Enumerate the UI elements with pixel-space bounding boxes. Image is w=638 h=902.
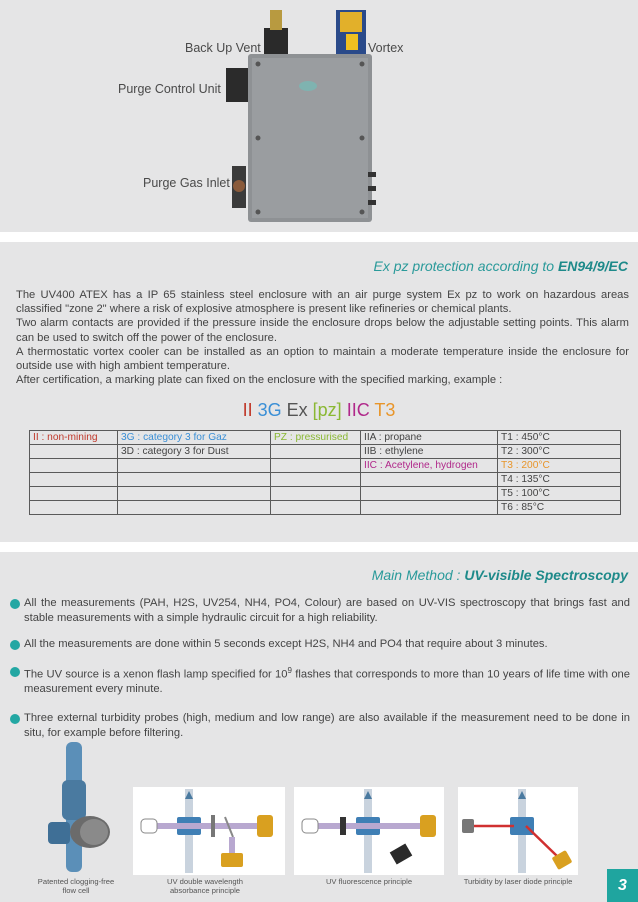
expz-paragraph: A thermostatic vortex cooler can be installed as an option to maintain a moderate temperature inside the enclosure for outside use with high ambient temperature. <box>16 345 629 373</box>
table-row <box>30 445 621 459</box>
absorbance-caption: UV double wavelength absorbance principle <box>167 877 243 895</box>
table-cell <box>271 501 361 515</box>
table-cell: T3 : 200°C <box>498 459 621 473</box>
table-cell: IIC : Acetylene, hydrogen <box>361 459 498 473</box>
expz-paragraph: After certification, a marking plate can fixed on the enclosure with the specified marking, example : <box>16 374 503 387</box>
table-cell <box>361 501 498 515</box>
method-section-title <box>372 567 628 583</box>
table-cell <box>118 487 271 501</box>
table-cell: PZ : pressurised <box>271 431 361 445</box>
flow-cell-caption: Patented clogging-free flow cell <box>37 877 115 895</box>
table-row <box>30 473 621 487</box>
bullet-text: All the measurements are done within 5 seconds except H2S, NH4 and PO4 that require about 3 minutes. <box>24 638 548 650</box>
table-cell: IIA : propane <box>361 431 498 445</box>
absorbance-diagram-illustration <box>133 787 285 875</box>
expz-paragraph: The UV400 ATEX has a IP 65 stainless steel enclosure with an air purge system Ex pz to work on hazardous areas classified "zone 2" where a risk of explosive atmosphere is present like refineries or chemical plants. <box>16 289 629 316</box>
table-cell <box>361 473 498 487</box>
table-row <box>30 487 621 501</box>
expz-section-title <box>374 258 628 274</box>
atex-marking <box>0 400 638 421</box>
table-cell <box>118 501 271 515</box>
bullet-exponent: 9 <box>287 666 292 675</box>
turbidity-principle-diagram <box>458 787 578 875</box>
expz-description <box>16 288 629 387</box>
purge-control-unit-label: Purge Control Unit <box>118 82 221 96</box>
table-cell <box>118 473 271 487</box>
list-item <box>10 596 630 625</box>
bullet-text-part: The UV source is a xenon flash lamp specified for 10 <box>24 668 288 681</box>
table-cell <box>30 459 118 473</box>
fluorescence-diagram-illustration <box>294 787 444 875</box>
table-cell: 3D : category 3 for Dust <box>118 445 271 459</box>
turbidity-diagram-illustration <box>458 787 578 875</box>
method-title-name: UV-visible Spectroscopy <box>464 567 628 583</box>
table-cell <box>30 445 118 459</box>
table-cell: T1 : 450°C <box>498 431 621 445</box>
table-cell: II : non-mining <box>30 431 118 445</box>
absorbance-principle-diagram <box>133 787 285 875</box>
marking-group: II <box>242 400 253 420</box>
bullet-text: All the measurements (PAH, H2S, UV254, NH4, PO4, Colour) are based on UV-VIS spectroscopy that brings fast and stable measurements with a simple hydraulic circuit for a high reliability. <box>24 597 630 624</box>
bullet-icon <box>10 640 20 650</box>
expz-title-standard: EN94/9/EC <box>557 258 628 274</box>
table-row <box>30 501 621 515</box>
table-cell: T4 : 135°C <box>498 473 621 487</box>
bullet-icon <box>10 714 20 724</box>
table-cell: T5 : 100°C <box>498 487 621 501</box>
table-cell: 3G : category 3 for Gaz <box>118 431 271 445</box>
section-divider <box>0 542 638 552</box>
bullet-icon <box>10 599 20 609</box>
product-photo-area <box>0 0 638 232</box>
list-item <box>10 711 630 740</box>
table-cell <box>118 459 271 473</box>
table-row <box>30 459 621 473</box>
vortex-label: Vortex <box>368 41 404 55</box>
marking-protection: [pz] <box>312 400 342 420</box>
table-cell <box>30 473 118 487</box>
table-cell <box>30 487 118 501</box>
table-cell: IIB : ethylene <box>361 445 498 459</box>
page-number: 3 <box>607 869 638 902</box>
analyzer-enclosure-illustration <box>0 0 638 232</box>
turbidity-caption: Turbidity by laser diode principle <box>463 877 573 886</box>
table-cell <box>361 487 498 501</box>
table-cell: T6 : 85°C <box>498 501 621 515</box>
marking-gas-group: IIC <box>346 400 370 420</box>
method-title-prefix: Main Method : <box>371 567 465 583</box>
bullet-text <box>24 664 630 697</box>
marking-temperature-class: T3 <box>374 400 396 420</box>
table-cell <box>271 459 361 473</box>
table-cell <box>271 487 361 501</box>
fluorescence-principle-diagram <box>294 787 444 875</box>
purge-gas-inlet-label: Purge Gas Inlet <box>143 176 230 190</box>
bullet-text: Three external turbidity probes (high, medium and low range) are also available if the measurement need to be done in situ, for example before filtering. <box>24 712 630 739</box>
list-item <box>10 664 630 697</box>
bullet-icon <box>10 667 20 677</box>
fluorescence-caption: UV fluorescence principle <box>325 877 413 886</box>
marking-category: 3G <box>257 400 282 420</box>
table-row <box>30 431 621 445</box>
expz-title-prefix: Ex pz protection according to <box>373 258 558 274</box>
list-item <box>10 637 630 652</box>
section-divider <box>0 232 638 242</box>
table-cell: T2 : 300°C <box>498 445 621 459</box>
bullet-text-part: flashes that corresponds to more than 10 years of life time with one measurement every minute. <box>24 668 630 696</box>
atex-marking-table <box>29 430 621 515</box>
expz-paragraph: Two alarm contacts are provided if the pressure inside the enclosure drops below the adjustable setting points. This alarm can be used to switch off the power of the enclosure. <box>16 317 629 344</box>
flow-cell-photo <box>38 740 118 875</box>
table-cell <box>271 445 361 459</box>
table-cell <box>30 501 118 515</box>
back-up-vent-label: Back Up Vent <box>185 41 261 55</box>
table-cell <box>271 473 361 487</box>
marking-ex: Ex <box>286 400 308 420</box>
